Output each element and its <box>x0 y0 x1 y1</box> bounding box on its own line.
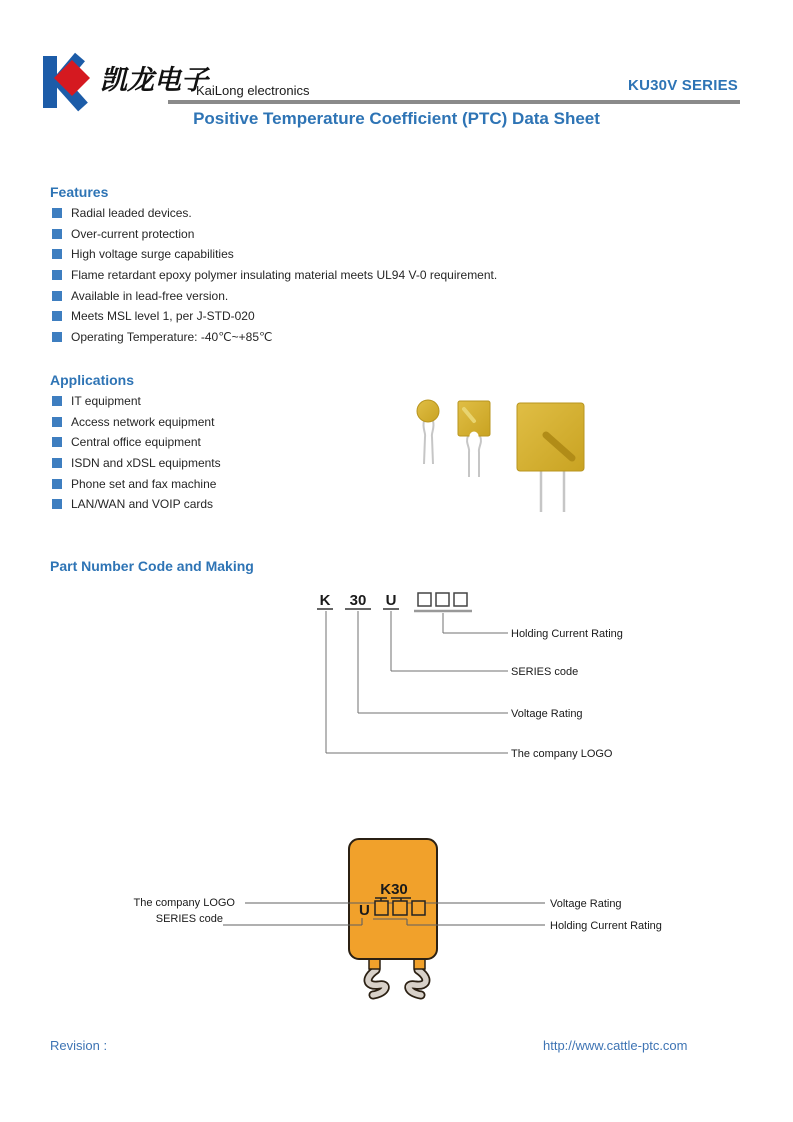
bullet-square-icon <box>52 332 62 342</box>
bullet-square-icon <box>52 311 62 321</box>
list-item <box>50 204 497 225</box>
list-item <box>50 454 221 475</box>
code-boxes-icon <box>418 593 467 606</box>
ptc-disc-small <box>417 400 439 464</box>
list-item <box>50 413 221 434</box>
ptc-radial-medium <box>458 401 490 477</box>
header-divider <box>168 100 740 104</box>
list-item <box>50 475 221 496</box>
bullet-square-icon <box>52 479 62 489</box>
list-item <box>50 307 497 328</box>
company-logo-label: The company LOGO <box>133 897 235 909</box>
diagram-connectors <box>326 611 508 753</box>
application-text: Access network equipment <box>71 414 215 429</box>
list-item <box>50 433 221 454</box>
bullet-square-icon <box>52 499 62 509</box>
applications-heading: Applications <box>50 372 135 388</box>
bullet-square-icon <box>52 291 62 301</box>
part-number-diagram <box>300 583 730 783</box>
device-wires <box>368 958 426 995</box>
list-item <box>50 245 497 266</box>
features-list <box>50 204 497 349</box>
bullet-square-icon <box>52 437 62 447</box>
features-heading: Features <box>50 184 109 200</box>
ptc-radial-large <box>517 403 584 512</box>
device-marking-series-letter: U <box>359 902 370 919</box>
application-text: LAN/WAN and VOIP cards <box>71 497 214 512</box>
device-marking-line1: K30 <box>380 881 408 898</box>
code-logo-letter: K <box>319 592 331 609</box>
part-number-heading: Part Number Code and Making <box>50 558 254 574</box>
brand-name-chinese: 凯龙电子 <box>100 65 208 96</box>
feature-text: Available in lead-free version. <box>71 288 229 303</box>
bullet-square-icon <box>52 458 62 468</box>
revision-label: Revision : <box>50 1038 108 1053</box>
bullet-square-icon <box>52 396 62 406</box>
bullet-square-icon <box>52 249 62 259</box>
list-item <box>50 225 497 246</box>
feature-text: Radial leaded devices. <box>71 206 192 220</box>
feature-text: High voltage surge capabilities <box>71 247 234 262</box>
device-marking-drawing <box>130 830 675 1005</box>
voltage-rating-label: Voltage Rating <box>511 708 583 720</box>
ptc-devices-photo <box>400 392 595 520</box>
list-item <box>50 392 221 413</box>
device-marking-boxes-icon <box>375 901 425 915</box>
holding-current-label: Holding Current Rating <box>550 920 662 932</box>
list-item <box>50 266 497 287</box>
company-logo-icon <box>40 50 104 112</box>
list-item <box>50 287 497 308</box>
list-item <box>50 328 497 349</box>
applications-list <box>50 392 221 516</box>
application-text: Phone set and fax machine <box>71 476 217 491</box>
feature-text: Flame retardant epoxy polymer insulating material meets UL94 V-0 requirement. <box>71 268 498 283</box>
series-code-label: SERIES code <box>155 913 223 925</box>
list-item <box>50 495 221 516</box>
application-text: ISDN and xDSL equipments <box>71 456 221 471</box>
code-voltage-number: 30 <box>349 592 367 609</box>
bullet-square-icon <box>52 208 62 218</box>
website-link[interactable]: http://www.cattle-ptc.com <box>543 1038 688 1053</box>
device-body <box>349 839 437 959</box>
feature-text: Meets MSL level 1, per J-STD-020 <box>71 309 255 324</box>
application-text: Central office equipment <box>71 435 201 450</box>
application-text: IT equipment <box>71 394 141 408</box>
brand-name-english: KaiLong electronics <box>196 83 310 98</box>
series-title: KU30V SERIES <box>628 77 738 94</box>
feature-text: Operating Temperature: -40℃~+85℃ <box>71 330 273 345</box>
logo-diamond-icon <box>54 60 90 96</box>
bullet-square-icon <box>52 417 62 427</box>
code-series-letter: U <box>385 592 397 609</box>
company-logo-label: The company LOGO <box>511 748 613 760</box>
bullet-square-icon <box>52 270 62 280</box>
feature-text: Over-current protection <box>71 226 195 241</box>
page-title: Positive Temperature Coefficient (PTC) Data Sheet <box>193 109 600 128</box>
bullet-square-icon <box>52 229 62 239</box>
voltage-rating-label: Voltage Rating <box>550 898 622 910</box>
holding-current-label: Holding Current Rating <box>511 628 623 640</box>
series-code-label: SERIES code <box>511 666 579 678</box>
